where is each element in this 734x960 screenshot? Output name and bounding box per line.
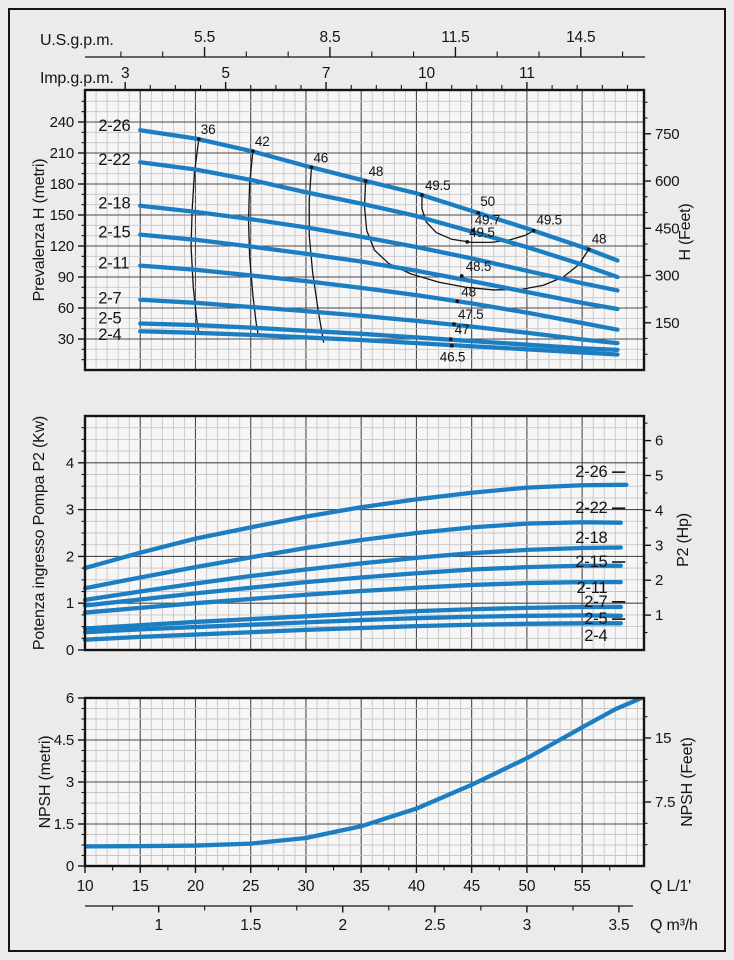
left-axis-tick-label: 60 [57, 300, 74, 318]
imp-gpm-axis-title: Imp.g.p.m. [40, 70, 114, 87]
efficiency-label-50: 50 [480, 193, 495, 209]
curve-label-head-2-22: 2-22 [98, 151, 131, 170]
efficiency-label-48: 48 [368, 164, 384, 180]
efficiency-point-49.5 [420, 193, 424, 197]
left-axis-tick-label: 3 [65, 501, 74, 519]
curve-label-power-2-7: 2-7 [584, 592, 608, 611]
curve-label-power-2-22: 2-22 [575, 499, 608, 518]
q-m3h-tick-label: 3.5 [608, 917, 630, 934]
left-axis-tick-label: 180 [49, 176, 74, 194]
efficiency-point-48 [455, 299, 459, 303]
left-axis-tick-label: 210 [49, 145, 74, 163]
efficiency-point-48 [364, 179, 368, 183]
npsh-left-axis-title: NPSH (metri) [37, 735, 54, 829]
npsh-right-axis-title: NPSH (Feet) [679, 737, 696, 827]
q-l1-tick-label: 10 [76, 878, 94, 895]
q-l1-tick-label: 20 [187, 878, 204, 895]
efficiency-label-48: 48 [461, 284, 476, 300]
curve-label-head-2-5: 2-5 [98, 309, 122, 328]
efficiency-label-46.5: 46.5 [439, 349, 466, 365]
q-m3h-tick-label: 2 [338, 917, 347, 934]
curve-label-head-2-7: 2-7 [98, 289, 122, 308]
efficiency-label-47.5: 47.5 [457, 307, 484, 323]
left-axis-tick-label: 150 [49, 207, 74, 225]
efficiency-point-48 [587, 247, 591, 251]
q-m3h-tick-label: 2.5 [424, 917, 446, 934]
left-axis-tick-label: 2 [65, 548, 74, 566]
right-axis-tick-label: 15 [655, 729, 672, 747]
efficiency-label-49.5: 49.5 [469, 224, 495, 240]
left-axis-tick-label: 30 [57, 331, 74, 349]
us-gpm-axis-title: U.S.g.p.m. [40, 32, 114, 49]
efficiency-label-48: 48 [591, 231, 607, 247]
curve-label-head-2-4: 2-4 [98, 325, 122, 344]
efficiency-point-49.5 [465, 240, 469, 244]
flow-l1-unit-title: Q L/1' [650, 878, 691, 895]
q-l1-tick-label: 50 [518, 878, 536, 895]
right-axis-tick-label: 300 [655, 267, 680, 285]
left-axis-tick-label: 6 [65, 690, 74, 707]
q-m3h-tick-label: 3 [522, 917, 532, 934]
efficiency-label-48.5: 48.5 [465, 258, 492, 274]
curve-label-head-2-26: 2-26 [98, 117, 131, 136]
left-axis-tick-label: 4 [65, 454, 74, 472]
efficiency-label-46: 46 [313, 150, 329, 166]
imp-gpm-tick-label: 3 [121, 65, 130, 82]
curve-label-head-2-11: 2-11 [98, 254, 130, 273]
q-l1-tick-label: 40 [408, 878, 425, 895]
left-axis-tick-label: 1.5 [53, 816, 74, 833]
efficiency-label-49.7: 49.7 [474, 212, 501, 228]
right-axis-tick-label: 600 [655, 173, 680, 191]
right-axis-tick-label: 5 [655, 467, 664, 485]
us-gpm-tick-label: 8.5 [319, 29, 341, 46]
right-axis-tick-label: 3 [655, 537, 664, 555]
us-gpm-tick-label: 5.5 [194, 29, 216, 46]
efficiency-point-46 [310, 165, 314, 169]
efficiency-label-47: 47 [454, 322, 470, 338]
power-right-axis-title: P2 (Hp) [675, 513, 692, 567]
imp-gpm-tick-label: 10 [418, 65, 435, 82]
right-axis-tick-label: 450 [655, 220, 680, 238]
curve-label-power-2-26: 2-26 [575, 463, 608, 482]
us-gpm-tick-label: 14.5 [566, 29, 596, 46]
q-l1-tick-label: 35 [352, 878, 370, 895]
imp-gpm-tick-label: 5 [221, 65, 230, 82]
left-axis-tick-label: 0 [65, 858, 74, 875]
efficiency-point-42 [251, 149, 255, 153]
right-axis-tick-label: 1 [655, 607, 664, 625]
curve-label-power-2-15: 2-15 [575, 553, 608, 572]
curve-label-power-2-5: 2-5 [584, 610, 608, 629]
chart-content [9, 9, 725, 951]
efficiency-label-49.5: 49.5 [424, 178, 451, 194]
imp-gpm-tick-label: 11 [519, 65, 535, 82]
right-axis-tick-label: 2 [655, 572, 664, 590]
curve-label-power-2-18: 2-18 [575, 529, 608, 548]
q-l1-tick-label: 30 [297, 878, 315, 895]
imp-gpm-tick-label: 7 [321, 65, 331, 82]
us-gpm-tick-label: 11.5 [441, 29, 470, 46]
efficiency-point-46.5 [450, 344, 454, 348]
right-axis-tick-label: 6 [655, 432, 664, 450]
head-right-axis-title: H (Feet) [677, 203, 694, 261]
right-axis-tick-label: 750 [655, 125, 680, 143]
curve-label-power-2-11: 2-11 [576, 579, 608, 598]
q-l1-tick-label: 25 [242, 878, 260, 895]
efficiency-point-48.5 [460, 274, 464, 278]
left-axis-tick-label: 120 [49, 238, 74, 256]
right-axis-tick-label: 150 [655, 314, 680, 332]
curve-label-head-2-18: 2-18 [98, 194, 131, 213]
efficiency-label-42: 42 [254, 134, 270, 150]
left-axis-tick-label: 1 [65, 595, 74, 613]
head-left-axis-title: Prevalenza H (metri) [31, 158, 48, 302]
right-axis-tick-label: 7.5 [655, 793, 676, 811]
power-left-axis-title: Potenza ingresso Pompa P2 (Kw) [31, 415, 48, 651]
left-axis-tick-label: 0 [65, 642, 74, 659]
efficiency-point-47 [449, 337, 453, 341]
curve-label-power-2-4: 2-4 [584, 626, 608, 645]
left-axis-tick-label: 4.5 [53, 732, 74, 749]
curve-label-head-2-15: 2-15 [98, 223, 131, 242]
right-axis-tick-label: 4 [655, 502, 664, 520]
efficiency-label-49.5: 49.5 [536, 212, 563, 228]
q-l1-tick-label: 15 [131, 878, 149, 895]
efficiency-point-36 [197, 137, 201, 141]
flow-m3h-unit-title: Q m³/h [650, 917, 698, 934]
left-axis-tick-label: 3 [65, 774, 74, 791]
efficiency-point-49.5 [532, 229, 536, 233]
q-l1-tick-label: 45 [463, 878, 481, 895]
left-axis-tick-label: 90 [57, 269, 74, 287]
efficiency-label-36: 36 [200, 122, 216, 138]
q-m3h-tick-label: 1 [154, 917, 163, 934]
left-axis-tick-label: 240 [49, 114, 74, 132]
q-m3h-tick-label: 1.5 [240, 917, 262, 934]
q-l1-tick-label: 55 [573, 878, 591, 895]
